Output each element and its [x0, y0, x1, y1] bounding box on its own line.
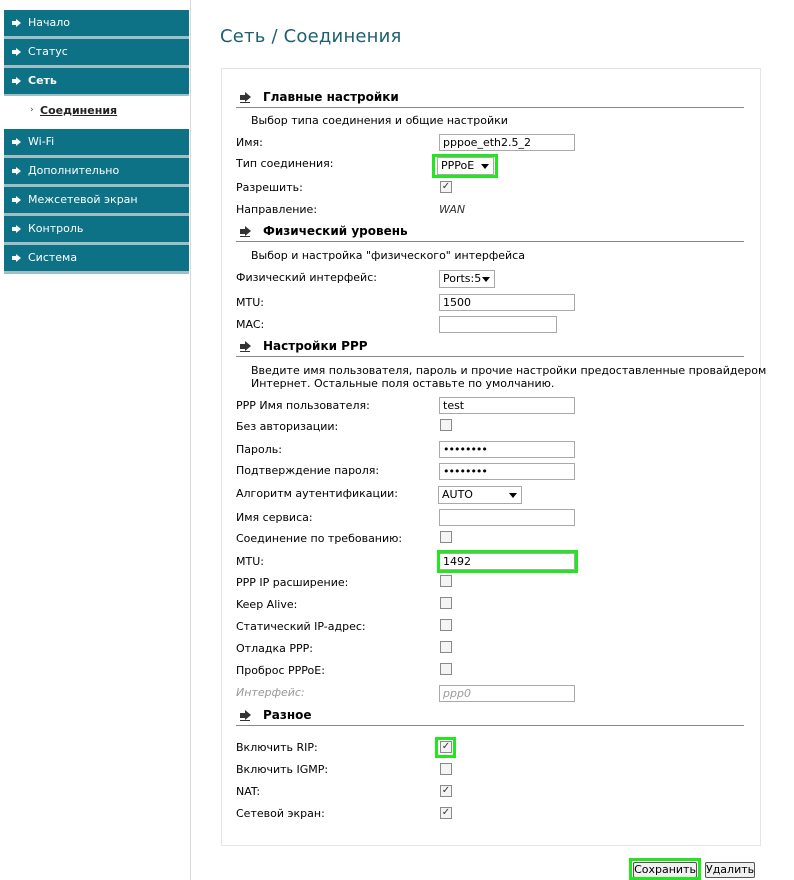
sidebar-item-network[interactable]: Сеть — [4, 68, 189, 94]
arrow-right-icon — [12, 167, 20, 175]
static-ip-label: Статический IP-адрес: — [236, 620, 366, 633]
on-demand-checkbox[interactable] — [440, 531, 452, 543]
no-auth-checkbox[interactable] — [440, 419, 452, 431]
ppp-mtu-label: MTU: — [236, 555, 264, 568]
chevron-right-icon: › — [30, 105, 34, 115]
physical-mtu-input[interactable]: 1500 — [439, 294, 575, 311]
physical-interface-label: Физический интерфейс: — [236, 271, 377, 284]
mtu-label: MTU: — [236, 296, 264, 309]
sidebar-item-home[interactable]: Начало — [4, 10, 189, 36]
section-arrow-icon — [240, 226, 250, 236]
name-input[interactable]: pppoe_eth2.5_2 — [439, 134, 575, 151]
service-name-label: Имя сервиса: — [236, 511, 313, 524]
rip-label: Включить RIP: — [236, 741, 318, 754]
section-header-physical: Физический уровень — [236, 223, 744, 242]
password-input[interactable]: •••••••• — [439, 441, 575, 458]
sidebar-item-advanced[interactable]: Дополнительно — [4, 158, 189, 184]
physical-interface-select[interactable]: Ports:5 — [439, 270, 495, 288]
highlight-rip — [435, 737, 456, 758]
sidebar-item-status[interactable]: Статус — [4, 39, 189, 65]
interface-input: ppp0 — [439, 685, 575, 702]
no-auth-label: Без авторизации: — [236, 420, 339, 433]
static-ip-checkbox[interactable] — [440, 619, 452, 631]
name-label: Имя: — [236, 136, 263, 149]
section-description-line1: Введите имя пользователя, пароль и прочие настройки предоставленные провайдером — [251, 364, 767, 377]
ppp-username-label: PPP Имя пользователя: — [236, 399, 370, 412]
auth-algorithm-select[interactable]: AUTO — [438, 486, 522, 504]
section-header-misc: Разное — [236, 707, 744, 726]
pppoe-passthrough-checkbox[interactable] — [440, 663, 452, 675]
connection-type-select[interactable]: PPPoE — [437, 157, 494, 175]
igmp-checkbox[interactable] — [440, 763, 452, 775]
ppp-ip-ext-label: PPP IP расширение: — [236, 576, 349, 589]
sidebar-item-wifi[interactable]: Wi-Fi — [4, 129, 189, 155]
service-name-input[interactable] — [439, 509, 575, 526]
highlight-save — [629, 858, 701, 880]
sidebar-item-firewall[interactable]: Межсетевой экран — [4, 187, 189, 213]
enable-label: Разрешить: — [236, 181, 303, 194]
section-arrow-icon — [240, 341, 250, 351]
connection-type-label: Тип соединения: — [236, 157, 334, 170]
section-description-line2: Интернет. Остальные поля оставьте по умолчанию. — [251, 377, 555, 390]
arrow-right-icon — [12, 196, 20, 204]
ppp-mtu-input[interactable]: 1492 — [439, 553, 575, 570]
delete-button[interactable]: Удалить — [706, 863, 755, 876]
section-header-ppp: Настройки PPP — [236, 338, 744, 357]
nat-checkbox[interactable]: ✓ — [441, 785, 451, 796]
arrow-right-icon — [12, 138, 20, 146]
page-title: Сеть / Соединения — [220, 26, 402, 47]
nat-label: NAT: — [236, 785, 261, 798]
pppoe-passthrough-label: Проброс PPPoE: — [236, 664, 325, 677]
direction-label: Направление: — [236, 203, 318, 216]
section-description: Выбор типа соединения и общие настройки — [251, 114, 508, 127]
firewall-checkbox[interactable]: ✓ — [441, 807, 451, 818]
mac-input[interactable] — [439, 316, 557, 333]
firewall-label: Сетевой экран: — [236, 807, 325, 820]
enable-checkbox[interactable]: ✓ — [441, 181, 451, 192]
keep-alive-label: Keep Alive: — [236, 598, 298, 611]
mac-label: MAC: — [236, 318, 265, 331]
password-confirm-input[interactable]: •••••••• — [439, 463, 575, 480]
password-label: Пароль: — [236, 443, 282, 456]
chevron-down-icon — [482, 277, 490, 282]
sidebar-item-system[interactable]: Система — [4, 245, 189, 271]
ppp-ip-ext-checkbox[interactable] — [440, 575, 452, 587]
sidebar-item-control[interactable]: Контроль — [4, 216, 189, 242]
auth-algorithm-label: Алгоритм аутентификации: — [236, 487, 399, 500]
arrow-right-icon — [12, 77, 20, 85]
save-button[interactable]: Сохранить — [634, 863, 696, 876]
section-header-main: Главные настройки — [236, 89, 744, 108]
ppp-debug-checkbox[interactable] — [440, 641, 452, 653]
arrow-right-icon — [12, 48, 20, 56]
rip-checkbox[interactable]: ✓ — [441, 741, 451, 752]
keep-alive-checkbox[interactable] — [440, 597, 452, 609]
arrow-right-icon — [12, 225, 20, 233]
sidebar — [0, 0, 191, 880]
direction-value: WAN — [439, 203, 466, 216]
arrow-right-icon — [12, 19, 20, 27]
section-description: Выбор и настройка "физического" интерфейса — [251, 249, 525, 262]
password-confirm-label: Подтверждение пароля: — [236, 464, 380, 477]
on-demand-label: Соединение по требованию: — [236, 532, 403, 545]
interface-label: Интерфейс: — [236, 686, 305, 699]
igmp-label: Включить IGMP: — [236, 763, 329, 776]
highlight-ppp-mtu — [437, 550, 578, 573]
sidebar-subitem-connections[interactable]: › Соединения — [4, 96, 189, 126]
ppp-username-input[interactable]: test — [439, 397, 575, 414]
section-arrow-icon — [240, 92, 250, 102]
ppp-debug-label: Отладка PPP: — [236, 642, 313, 655]
chevron-down-icon — [509, 493, 517, 498]
arrow-right-icon — [12, 254, 20, 262]
section-arrow-icon — [240, 710, 250, 720]
highlight-connection-type — [432, 154, 498, 178]
